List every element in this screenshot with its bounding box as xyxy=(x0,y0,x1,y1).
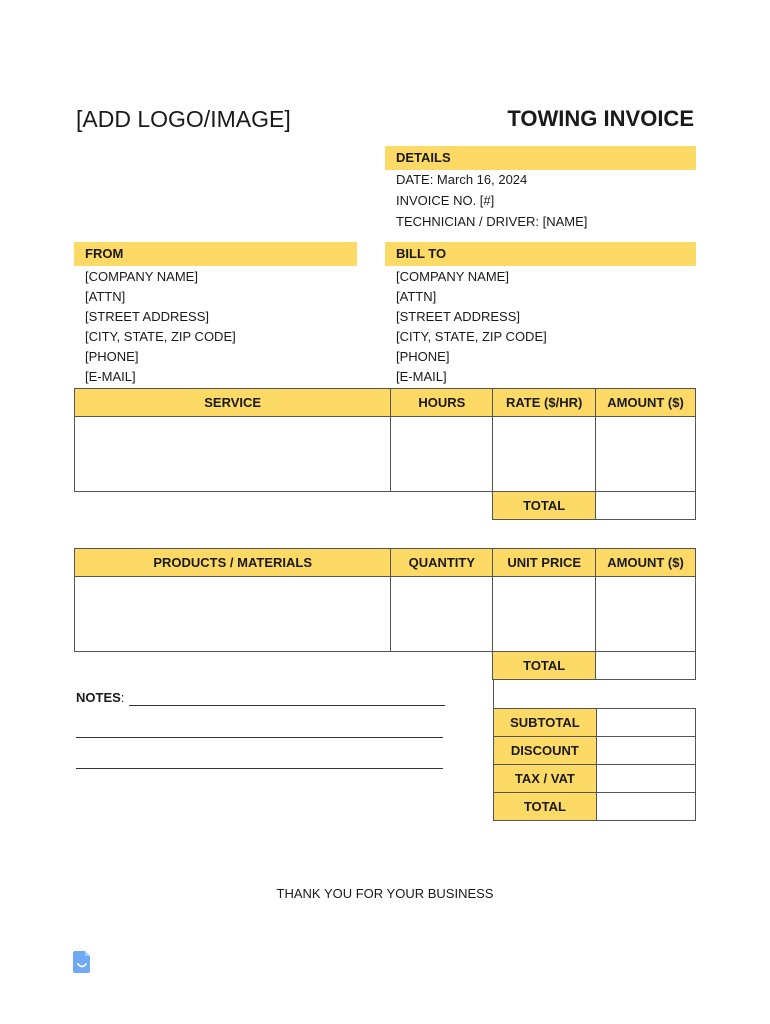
products-total-row xyxy=(75,652,696,680)
products-amount-cell[interactable] xyxy=(596,577,696,652)
blank-cell xyxy=(391,652,493,680)
summary-spacer-row xyxy=(494,680,696,708)
subtotal-label: SUBTOTAL xyxy=(494,708,597,736)
thank-you-message: THANK YOU FOR YOUR BUSINESS xyxy=(276,886,494,901)
products-row xyxy=(75,577,696,652)
from-street: [STREET ADDRESS] xyxy=(85,309,210,324)
subtotal-row xyxy=(494,708,696,736)
rate-header: RATE ($/HR) xyxy=(493,389,596,417)
service-table xyxy=(74,388,696,520)
tax-value[interactable] xyxy=(596,764,695,792)
invoice-title: TOWING INVOICE xyxy=(507,106,694,131)
bill-to-block xyxy=(396,267,547,387)
products-header: PRODUCTS / MATERIALS xyxy=(75,549,391,577)
blank-cell xyxy=(391,492,493,520)
details-invoice-no: INVOICE NO. [#] xyxy=(396,193,495,208)
from-company: [COMPANY NAME] xyxy=(85,269,198,284)
quantity-cell[interactable] xyxy=(391,577,493,652)
discount-value[interactable] xyxy=(596,736,695,764)
service-total-row xyxy=(75,492,696,520)
products-total-value[interactable] xyxy=(596,652,696,680)
service-total-value[interactable] xyxy=(596,492,696,520)
blank-cell xyxy=(494,680,597,708)
bill-to-attn: [ATTN] xyxy=(396,289,437,304)
rate-cell[interactable] xyxy=(493,417,596,492)
notes-colon: : xyxy=(120,690,125,705)
unit-price-header: UNIT PRICE xyxy=(493,549,596,577)
bill-to-email: [E-MAIL] xyxy=(396,369,447,384)
product-cell[interactable] xyxy=(75,577,391,652)
from-email: [E-MAIL] xyxy=(85,369,136,384)
service-cell[interactable] xyxy=(75,417,391,492)
grand-total-label: TOTAL xyxy=(494,792,597,820)
products-table xyxy=(74,548,696,680)
details-date: DATE: March 16, 2024 xyxy=(396,172,528,187)
unit-price-cell[interactable] xyxy=(493,577,596,652)
discount-row xyxy=(494,736,696,764)
hours-header: HOURS xyxy=(391,389,493,417)
grand-total-value[interactable] xyxy=(596,792,695,820)
bill-to-street: [STREET ADDRESS] xyxy=(396,309,521,324)
bill-to-heading: BILL TO xyxy=(385,242,696,266)
service-header: SERVICE xyxy=(75,389,391,417)
service-amount-cell[interactable] xyxy=(596,417,696,492)
bill-to-company: [COMPANY NAME] xyxy=(396,269,509,284)
notes-line-1[interactable] xyxy=(129,705,445,706)
details-heading: DETAILS xyxy=(385,146,696,170)
details-technician: TECHNICIAN / DRIVER: [NAME] xyxy=(396,214,588,229)
quantity-header: QUANTITY xyxy=(391,549,493,577)
products-total-label: TOTAL xyxy=(493,652,596,680)
subtotal-value[interactable] xyxy=(596,708,695,736)
blank-cell xyxy=(596,680,695,708)
bill-to-city: [CITY, STATE, ZIP CODE] xyxy=(396,329,547,344)
tax-row xyxy=(494,764,696,792)
notes-line-2[interactable] xyxy=(76,737,443,738)
service-total-label: TOTAL xyxy=(493,492,596,520)
hours-cell[interactable] xyxy=(391,417,493,492)
summary-table xyxy=(493,680,696,821)
discount-label: DISCOUNT xyxy=(494,736,597,764)
notes-line-3[interactable] xyxy=(76,768,443,769)
tax-label: TAX / VAT xyxy=(494,764,597,792)
notes-label-text: NOTES xyxy=(76,690,121,705)
from-phone: [PHONE] xyxy=(85,349,139,364)
blank-cell xyxy=(75,652,391,680)
document-icon xyxy=(72,950,92,974)
from-heading: FROM xyxy=(74,242,357,266)
from-attn: [ATTN] xyxy=(85,289,126,304)
from-city: [CITY, STATE, ZIP CODE] xyxy=(85,329,236,344)
service-row xyxy=(75,417,696,492)
from-block xyxy=(85,267,236,387)
products-amount-header: AMOUNT ($) xyxy=(596,549,696,577)
logo-placeholder: [ADD LOGO/IMAGE] xyxy=(76,106,291,132)
bill-to-phone: [PHONE] xyxy=(396,349,450,364)
grand-total-row xyxy=(494,792,696,820)
notes-label xyxy=(76,690,124,705)
service-amount-header: AMOUNT ($) xyxy=(596,389,696,417)
blank-cell xyxy=(75,492,391,520)
